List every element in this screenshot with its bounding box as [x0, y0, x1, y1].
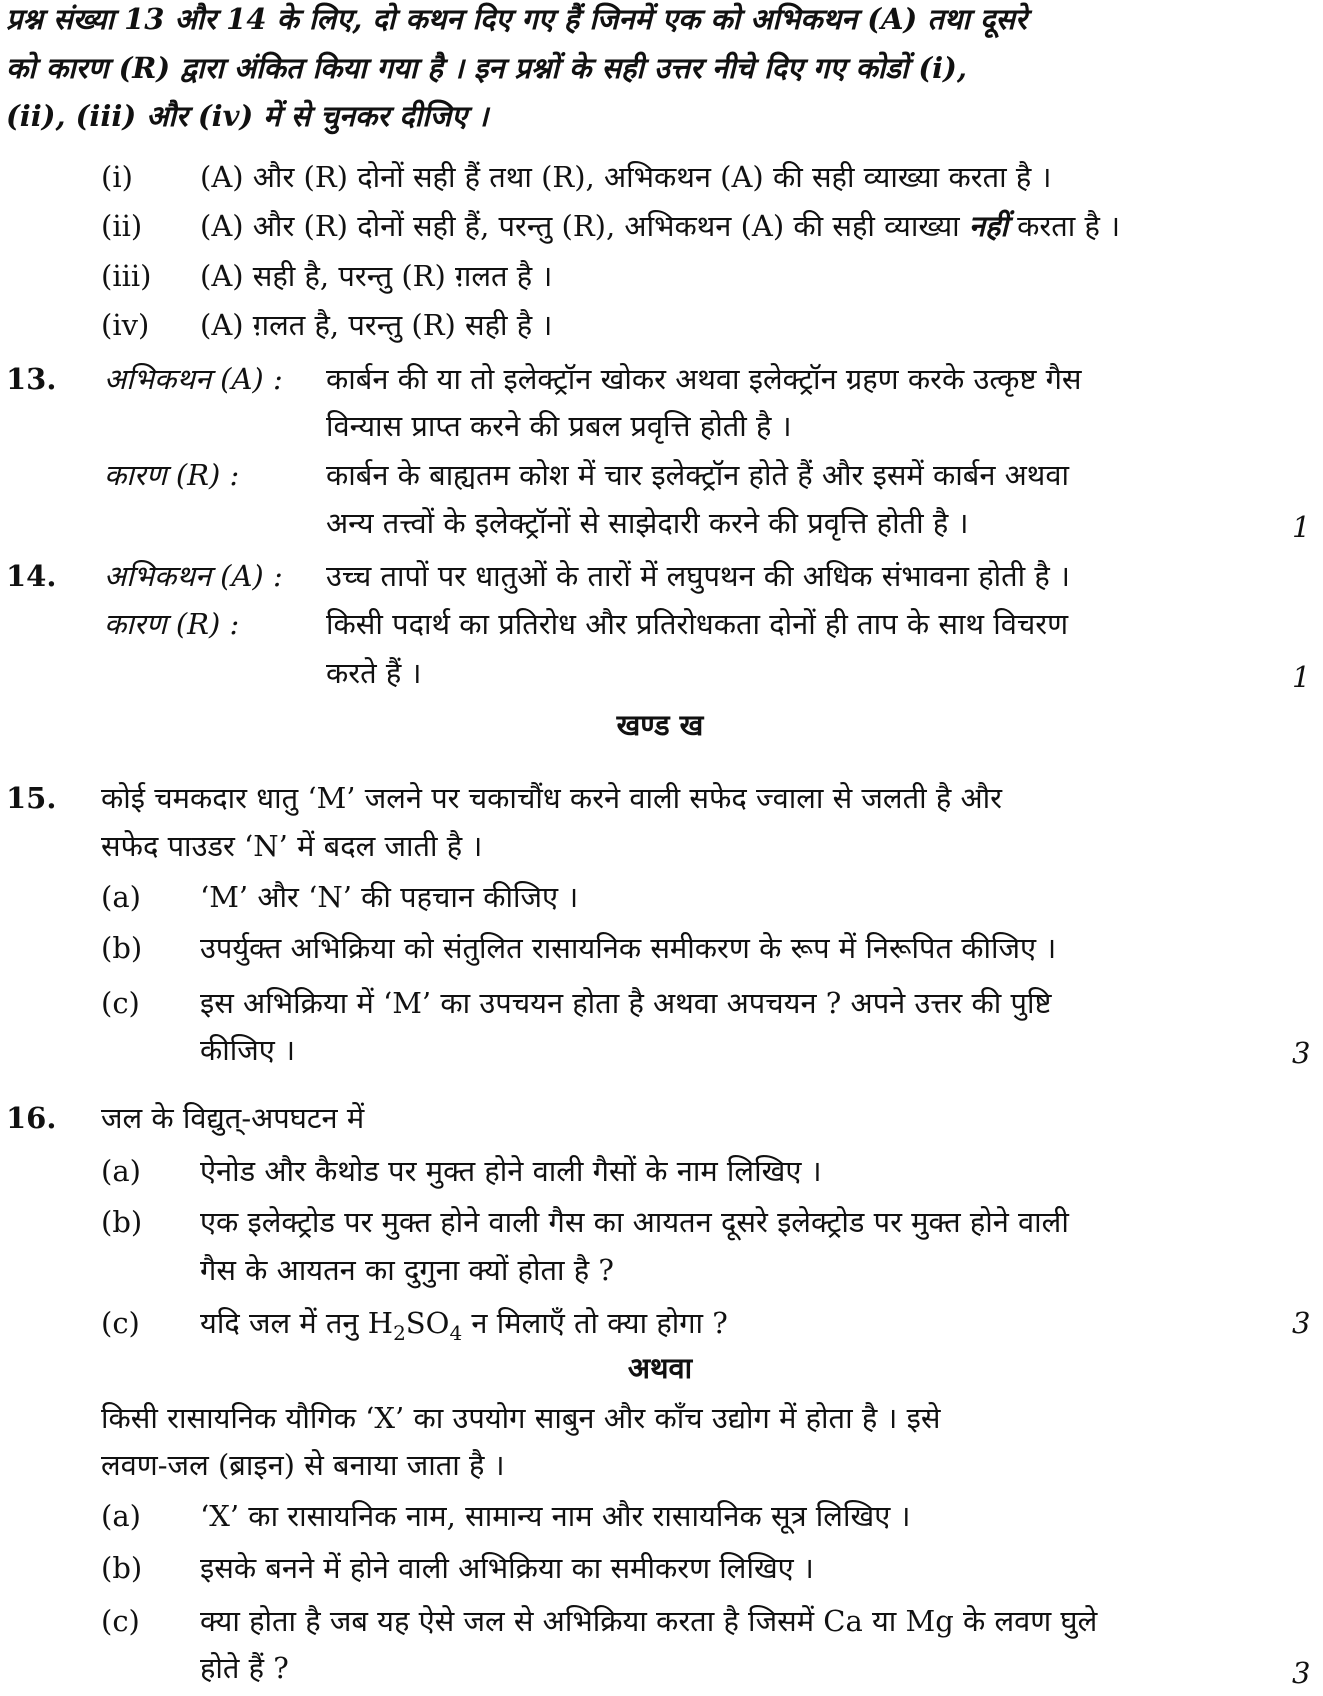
- q16-or-part-label-a: (a): [101, 1499, 141, 1533]
- or-label: अथवा: [627, 1351, 693, 1385]
- q16-part-label-a: (a): [101, 1154, 141, 1188]
- q16-stem: जल के विद्युत्-अपघटन में: [101, 1101, 365, 1135]
- code-text-iv: (A) ग़लत है, परन्तु (R) सही है ।: [200, 308, 553, 342]
- q16-part-b-line-1: एक इलेक्ट्रोड पर मुक्त होने वाली गैस का आयतन दूसरे इलेक्ट्रोड पर मुक्त होने वाली: [200, 1205, 1069, 1239]
- q13-reason-line-1: कार्बन के बाह्यतम कोश में चार इलेक्ट्रॉन होते हैं और इसमें कार्बन अथवा: [326, 458, 1069, 492]
- q16-marks: 3: [1292, 1306, 1311, 1340]
- q16-part-c-text: [200, 1300, 728, 1346]
- q16-or-part-c-line-1: क्या होता है जब यह ऐसे जल से अभिक्रिया करता है जिसमें Ca या Mg के लवण घुले: [200, 1604, 1098, 1638]
- code-text-ii: [200, 203, 1120, 249]
- q15-number: 15.: [6, 781, 57, 815]
- q15-part-c-line-2: कीजिए ।: [200, 1033, 296, 1067]
- q13-reason-line-2: अन्य तत्त्वों के इलेक्ट्रॉनों से साझेदारी करने की प्रवृत्ति होती है ।: [326, 506, 969, 540]
- q16-part-label-b: (b): [101, 1205, 143, 1239]
- q13-reason-label: कारण (R) :: [104, 458, 240, 492]
- q15-stem-line-1: कोई चमकदार धातु ‘M’ जलने पर चकाचौंध करने वाली सफेद ज्वाला से जलती है और: [101, 781, 1002, 815]
- code-label-ii: (ii): [101, 209, 143, 243]
- q14-marks: 1: [1292, 660, 1311, 694]
- instruction-line-1: प्रश्न संख्या 13 और 14 के लिए, दो कथन दिए गए हैं जिनमें एक को अभिकथन (A) तथा दूसरे: [6, 2, 1027, 36]
- q13-marks: 1: [1292, 510, 1311, 544]
- code-label-iv: (iv): [101, 308, 150, 342]
- code-label-iii: (iii): [101, 259, 152, 293]
- q15-part-label-b: (b): [101, 931, 143, 965]
- code-text-i: (A) और (R) दोनों सही हैं तथा (R), अभिकथन (A) की सही व्याख्या करता है ।: [200, 160, 1052, 194]
- q15-part-c-line-1: इस अभिक्रिया में ‘M’ का उपचयन होता है अथवा अपचयन ? अपने उत्तर की पुष्टि: [200, 986, 1052, 1020]
- chemical-formula: [367, 1306, 463, 1345]
- code-text-iii: (A) सही है, परन्तु (R) ग़लत है ।: [200, 259, 553, 293]
- code-text-ii-before: (A) और (R) दोनों सही हैं, परन्तु (R), अभिकथन (A) की सही व्याख्या: [200, 209, 960, 243]
- instruction-line-3: (ii), (iii) और (iv) में से चुनकर दीजिए ।: [6, 99, 489, 133]
- q16-or-marks: 3: [1292, 1656, 1311, 1690]
- q13-assertion-label: अभिकथन (A) :: [104, 362, 283, 396]
- q16-part-c-before: यदि जल में तनु: [200, 1306, 359, 1340]
- q16-or-stem-line-2: लवण-जल (ब्राइन) से बनाया जाता है ।: [101, 1448, 505, 1482]
- q16-number: 16.: [6, 1101, 57, 1135]
- q14-reason-line-2: करते हैं ।: [326, 656, 422, 690]
- q14-number: 14.: [6, 559, 57, 593]
- q13-assertion-line-2: विन्यास प्राप्त करने की प्रबल प्रवृत्ति होती है ।: [326, 409, 792, 443]
- q15-part-a-text: ‘M’ और ‘N’ की पहचान कीजिए ।: [200, 880, 579, 914]
- q15-part-b-text: उपर्युक्त अभिक्रिया को संतुलित रासायनिक समीकरण के रूप में निरूपित कीजिए ।: [200, 931, 1057, 965]
- q16-or-stem-line-1: किसी रासायनिक यौगिक ‘X’ का उपयोग साबुन और काँच उद्योग में होता है । इसे: [101, 1401, 941, 1435]
- code-label-i: (i): [101, 160, 133, 194]
- formula-h-subscript: 2: [393, 1320, 406, 1345]
- q16-part-c-after: न मिलाएँ तो क्या होगा ?: [471, 1306, 728, 1340]
- q14-reason-line-1: किसी पदार्थ का प्रतिरोध और प्रतिरोधकता दोनों ही ताप के साथ विचरण: [326, 607, 1069, 641]
- q15-marks: 3: [1292, 1036, 1311, 1070]
- q16-or-part-label-c: (c): [101, 1604, 140, 1638]
- formula-h: H: [367, 1306, 394, 1340]
- code-text-ii-emphasis: नहीं: [968, 209, 1008, 243]
- instruction-line-2: को कारण (R) द्वारा अंकित किया गया है । इन प्रश्नों के सही उत्तर नीचे दिए गए कोडों (i),: [6, 51, 967, 85]
- formula-so-subscript: 4: [449, 1320, 463, 1345]
- q16-part-a-text: ऐनोड और कैथोड पर मुक्त होने वाली गैसों के नाम लिखिए ।: [200, 1154, 822, 1188]
- q15-part-label-a: (a): [101, 880, 141, 914]
- q16-part-label-c: (c): [101, 1306, 140, 1340]
- q14-assertion-label: अभिकथन (A) :: [104, 559, 283, 593]
- q15-stem-line-2: सफेद पाउडर ‘N’ में बदल जाती है ।: [101, 829, 483, 863]
- q16-or-part-a-text: ‘X’ का रासायनिक नाम, सामान्य नाम और रासायनिक सूत्र लिखिए ।: [200, 1499, 911, 1533]
- q16-or-part-c-line-2: होते हैं ?: [200, 1651, 289, 1685]
- section-heading: खण्ड ख: [616, 708, 704, 742]
- q13-number: 13.: [6, 362, 57, 396]
- q16-or-part-label-b: (b): [101, 1551, 143, 1585]
- code-text-ii-after: करता है ।: [1017, 209, 1121, 243]
- q16-part-b-line-2: गैस के आयतन का दुगुना क्यों होता है ?: [200, 1253, 614, 1287]
- q13-assertion-line-1: कार्बन की या तो इलेक्ट्रॉन खोकर अथवा इलेक्ट्रॉन ग्रहण करके उत्कृष्ट गैस: [326, 362, 1082, 396]
- q14-reason-label: कारण (R) :: [104, 607, 240, 641]
- q15-part-label-c: (c): [101, 986, 140, 1020]
- q14-assertion-line-1: उच्च तापों पर धातुओं के तारों में लघुपथन की अधिक संभावना होती है ।: [326, 559, 1071, 593]
- formula-so: SO: [405, 1306, 450, 1340]
- q16-or-part-b-text: इसके बनने में होने वाली अभिक्रिया का समीकरण लिखिए ।: [200, 1551, 814, 1585]
